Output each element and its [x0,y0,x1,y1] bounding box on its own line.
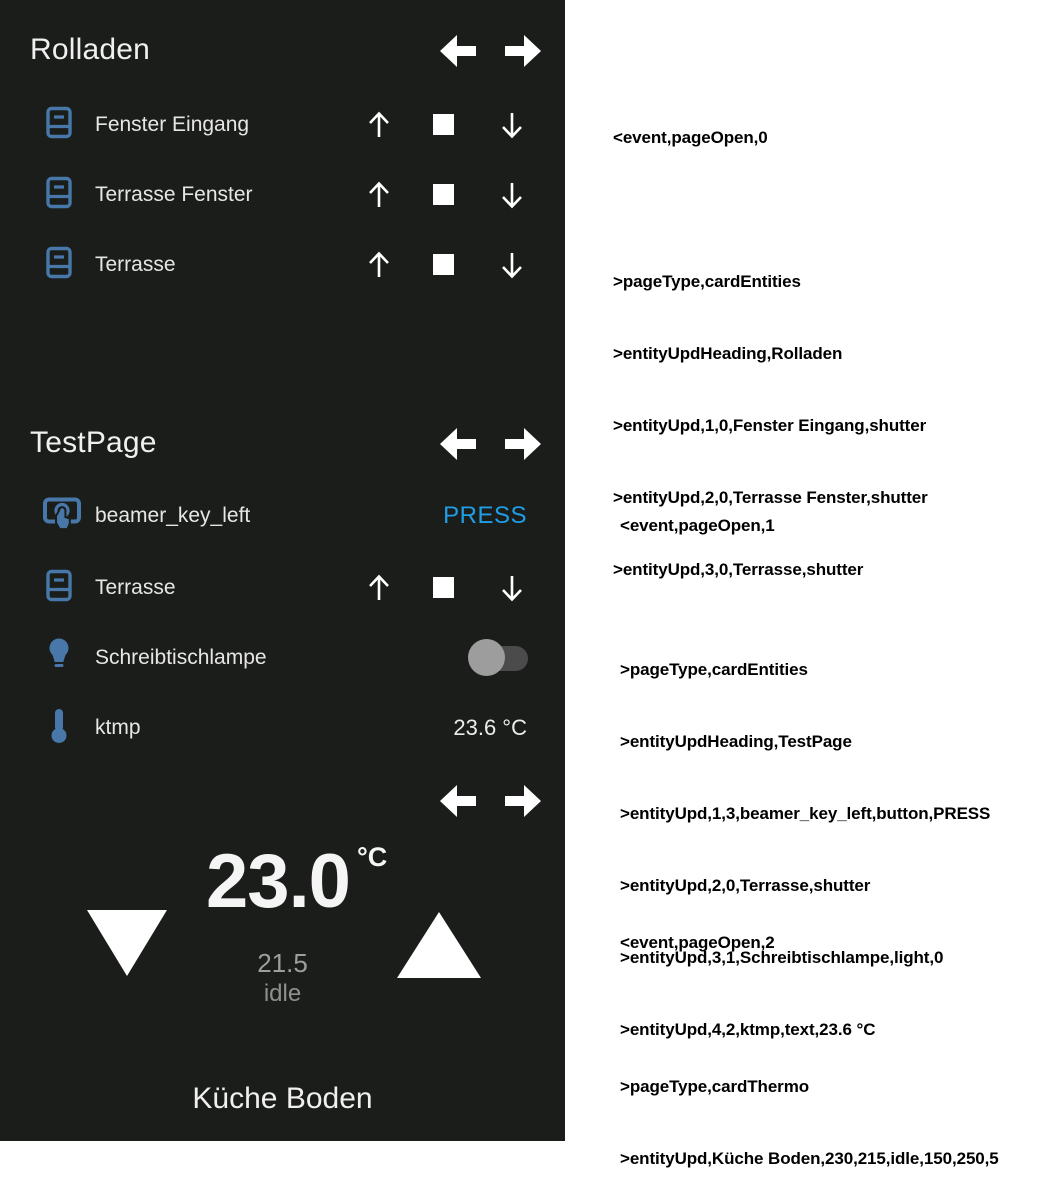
log-line: >pageType,cardEntities [613,272,801,291]
log-gap [620,586,990,610]
shutter-up-icon[interactable] [366,180,392,215]
shutter-down-icon[interactable] [499,180,525,215]
shutter-down-icon[interactable] [499,250,525,285]
log-line: >entityUpd,Küche Boden,230,215,idle,150,250,5 [620,1149,999,1168]
entity-row [0,636,565,680]
shutter-down-icon[interactable] [499,573,525,608]
shutter-stop-icon[interactable] [433,114,454,135]
entity-row [0,566,565,610]
log-line: <event,pageOpen,1 [620,516,775,535]
entity-row [0,173,565,217]
entity-row [0,494,565,538]
log-line: >entityUpd,1,0,Fenster Eingang,shutter [613,416,927,435]
light-toggle[interactable] [468,639,530,677]
log-line: >entityUpdHeading,Rolladen [613,344,843,363]
gesture-tap-button-icon [42,493,82,540]
window-shutter-icon [46,177,72,214]
lightbulb-icon [46,638,72,679]
window-shutter-icon [46,570,72,607]
log-line: >entityUpd,3,1,Schreibtischlampe,light,0 [620,948,944,967]
shutter-up-icon[interactable] [366,110,392,145]
nav-prev-page-icon[interactable] [440,427,476,461]
thermometer-icon [50,708,68,749]
thermostat-name: Küche Boden [192,1082,373,1115]
nav-prev-page-icon[interactable] [440,34,476,68]
thermostat-status: idle [263,980,302,1007]
nav-next-page-icon[interactable] [505,427,541,461]
shutter-stop-icon[interactable] [433,254,454,275]
nav-next-page-icon[interactable] [505,784,541,818]
card-rolladen-title: Rolladen [30,33,151,66]
log-line: >entityUpd,3,0,Terrasse,shutter [613,560,864,579]
log-gap [613,198,928,222]
entity-row [0,706,565,750]
press-button[interactable]: PRESS [443,502,527,529]
entity-label: Terrasse [95,253,176,276]
temperature-value: 23.6 °C [453,715,527,740]
entity-row [0,243,565,287]
entity-label: Schreibtischlampe [95,646,267,669]
entity-label: ktmp [95,716,141,739]
shutter-up-icon[interactable] [366,573,392,608]
log-line: <event,pageOpen,0 [613,128,768,147]
window-shutter-icon [46,107,72,144]
target-temperature: 21.5 [257,948,308,978]
toggle-knob [468,639,505,676]
shutter-stop-icon[interactable] [433,184,454,205]
log-line: >entityUpd,4,2,ktmp,text,23.6 °C [620,1020,876,1039]
entity-label: Terrasse Fenster [95,183,253,206]
log-line: >entityUpd,1,3,beamer_key_left,button,PRESS [620,804,991,823]
entity-label: beamer_key_left [95,504,251,527]
log-line: >entityUpd,2,0,Terrasse Fenster,shutter [613,488,928,507]
entity-label: Terrasse [95,576,176,599]
card-testpage-title: TestPage [30,426,157,459]
shutter-up-icon[interactable] [366,250,392,285]
log-block-page2 [620,883,999,1195]
entity-row [0,103,565,147]
shutter-stop-icon[interactable] [433,577,454,598]
shutter-down-icon[interactable] [499,110,525,145]
log-line: >entityUpdHeading,TestPage [620,732,852,751]
current-temperature: 23.0 [206,839,350,924]
temperature-unit: °C [357,842,388,872]
log-line: >pageType,cardEntities [620,660,808,679]
nav-next-page-icon[interactable] [505,34,541,68]
log-line: <event,pageOpen,2 [620,933,775,952]
nav-prev-page-icon[interactable] [440,784,476,818]
window-shutter-icon [46,247,72,284]
log-gap [620,1003,999,1027]
log-line: >pageType,cardThermo [620,1077,809,1096]
log-line: >entityUpd,2,0,Terrasse,shutter [620,876,871,895]
entity-label: Fenster Eingang [95,113,250,136]
